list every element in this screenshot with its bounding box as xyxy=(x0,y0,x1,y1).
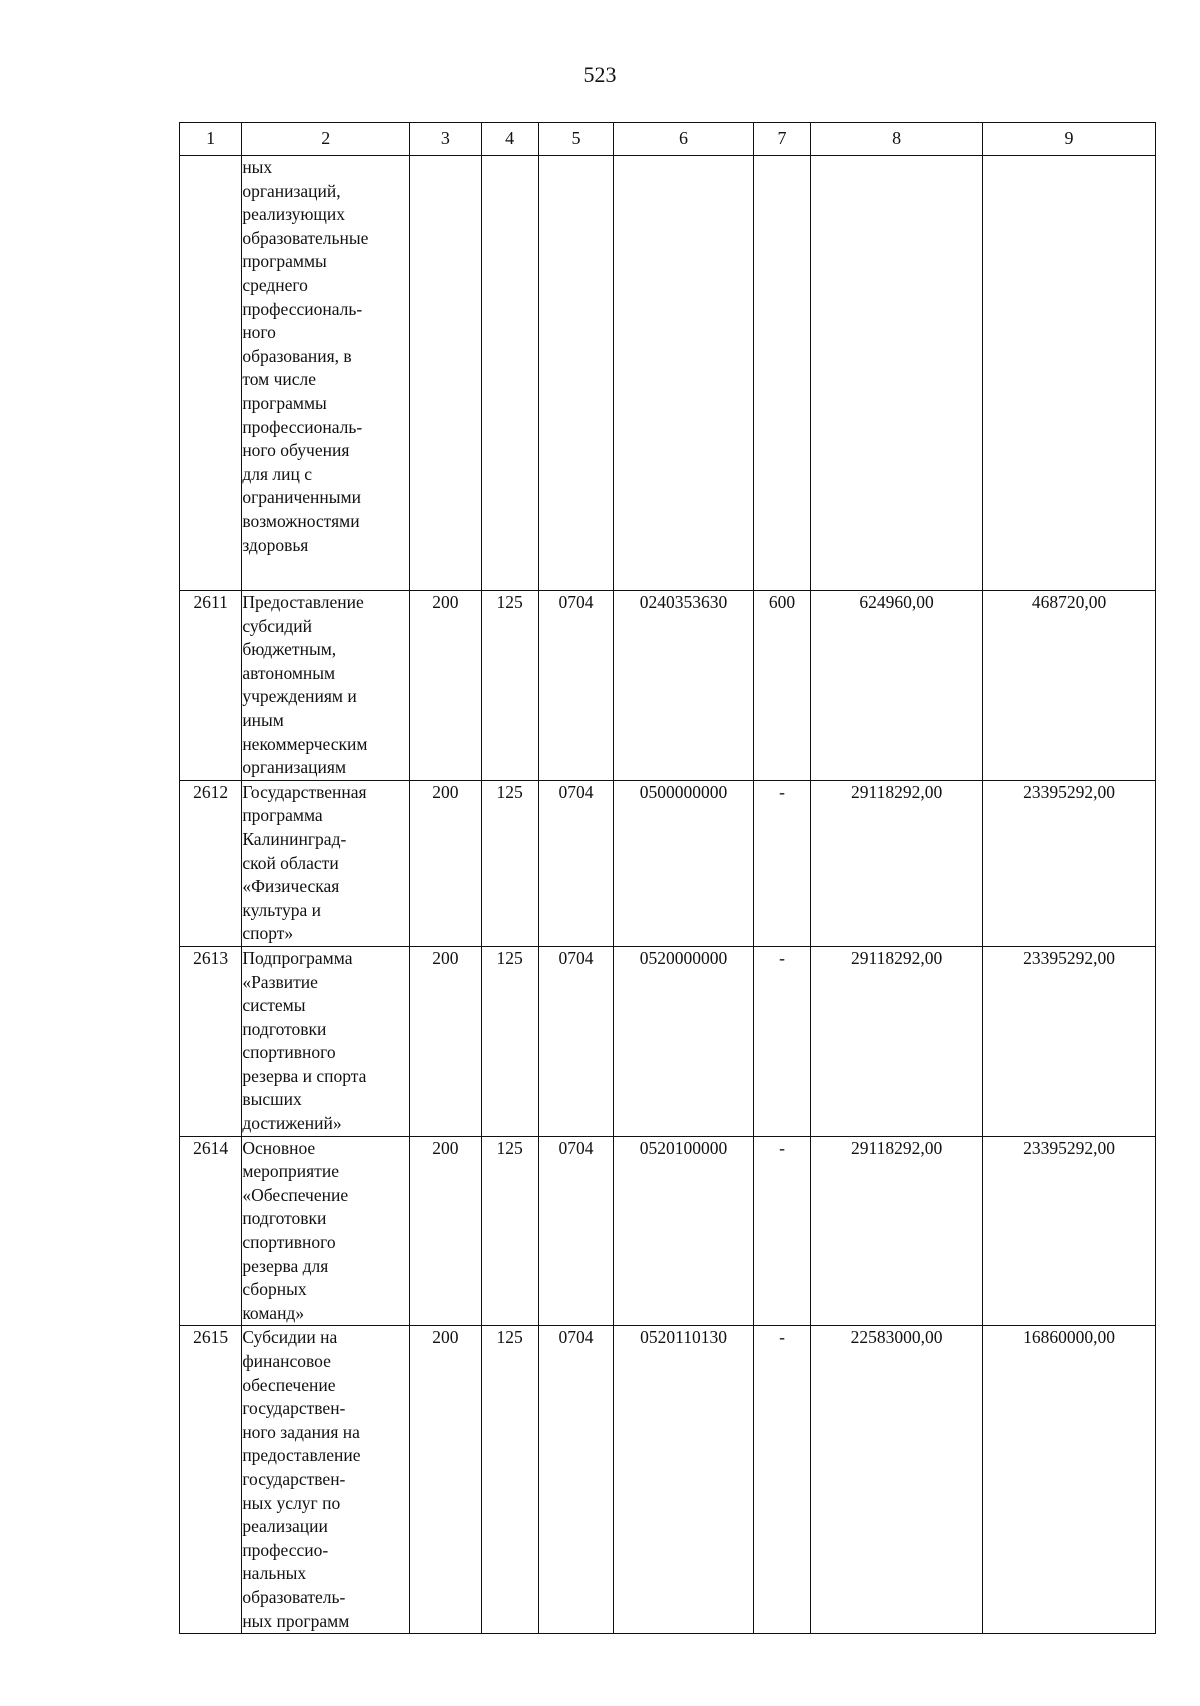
amount-col8-cell: 29118292,00 xyxy=(811,780,983,946)
column-header: 1 xyxy=(180,123,242,156)
target-article-cell xyxy=(614,156,754,591)
section-code-cell: 0704 xyxy=(538,946,613,1136)
amount-col9-cell xyxy=(983,156,1156,591)
row-number-cell: 2611 xyxy=(180,591,242,781)
ministry-code-cell: 125 xyxy=(481,1136,538,1326)
table-row xyxy=(180,946,1156,1136)
amount-col8-cell xyxy=(811,156,983,591)
row-number-cell xyxy=(180,156,242,591)
admin-code-cell: 200 xyxy=(410,780,481,946)
section-code-cell xyxy=(538,156,613,591)
ministry-code-cell: 125 xyxy=(481,946,538,1136)
column-header: 9 xyxy=(983,123,1156,156)
column-header: 2 xyxy=(242,123,410,156)
row-name-cell: ных организаций, реализующих образовательные программы среднего профессиональ- ного образования, в том числе программы профессиональ- ного обучения для лиц с ограниченными возможностями здоровья xyxy=(242,156,410,591)
table-row xyxy=(180,780,1156,946)
expense-type-cell: - xyxy=(753,780,810,946)
amount-col9-cell: 23395292,00 xyxy=(983,1136,1156,1326)
ministry-code-cell xyxy=(481,156,538,591)
header-row xyxy=(180,123,1156,156)
amount-col8-cell: 22583000,00 xyxy=(811,1326,983,1634)
page-number: 523 xyxy=(583,62,617,87)
target-article-cell: 0520100000 xyxy=(614,1136,754,1326)
table-row xyxy=(180,1326,1156,1634)
ministry-code-cell: 125 xyxy=(481,1326,538,1634)
amount-col9-cell: 468720,00 xyxy=(983,591,1156,781)
column-header: 8 xyxy=(811,123,983,156)
amount-col9-cell: 23395292,00 xyxy=(983,780,1156,946)
row-name-cell: Субсидии на финансовое обеспечение государствен- ного задания на предоставление государствен- ных услуг по реализации профессио- нальных образователь- ных программ xyxy=(242,1326,410,1634)
column-header: 5 xyxy=(538,123,613,156)
amount-col8-cell: 29118292,00 xyxy=(811,946,983,1136)
row-name-cell: Подпрограмма «Развитие системы подготовки спортивного резерва и спорта высших достижений» xyxy=(242,946,410,1136)
section-code-cell: 0704 xyxy=(538,591,613,781)
expense-type-cell: - xyxy=(753,946,810,1136)
admin-code-cell: 200 xyxy=(410,1136,481,1326)
ministry-code-cell: 125 xyxy=(481,591,538,781)
amount-col8-cell: 624960,00 xyxy=(811,591,983,781)
expense-type-cell: 600 xyxy=(753,591,810,781)
section-code-cell: 0704 xyxy=(538,780,613,946)
amount-col9-cell: 23395292,00 xyxy=(983,946,1156,1136)
expense-type-cell xyxy=(753,156,810,591)
row-number-cell: 2612 xyxy=(180,780,242,946)
row-number-cell: 2615 xyxy=(180,1326,242,1634)
row-name-cell: Предоставление субсидий бюджетным, автономным учреждениям и иным некоммерческим организациям xyxy=(242,591,410,781)
amount-col8-cell: 29118292,00 xyxy=(811,1136,983,1326)
column-header: 4 xyxy=(481,123,538,156)
column-header: 6 xyxy=(614,123,754,156)
admin-code-cell xyxy=(410,156,481,591)
section-code-cell: 0704 xyxy=(538,1326,613,1634)
table-row xyxy=(180,156,1156,591)
admin-code-cell: 200 xyxy=(410,591,481,781)
admin-code-cell: 200 xyxy=(410,946,481,1136)
target-article-cell: 0500000000 xyxy=(614,780,754,946)
table-row xyxy=(180,1136,1156,1326)
ministry-code-cell: 125 xyxy=(481,780,538,946)
row-name-cell: Основное мероприятие «Обеспечение подготовки спортивного резерва для сборных команд» xyxy=(242,1136,410,1326)
row-name-cell: Государственная программа Калининград- ской области «Физическая культура и спорт» xyxy=(242,780,410,946)
expense-type-cell: - xyxy=(753,1136,810,1326)
column-header: 3 xyxy=(410,123,481,156)
amount-col9-cell: 16860000,00 xyxy=(983,1326,1156,1634)
target-article-cell: 0520000000 xyxy=(614,946,754,1136)
row-number-cell: 2613 xyxy=(180,946,242,1136)
target-article-cell: 0240353630 xyxy=(614,591,754,781)
admin-code-cell: 200 xyxy=(410,1326,481,1634)
table-row xyxy=(180,591,1156,781)
row-number-cell: 2614 xyxy=(180,1136,242,1326)
section-code-cell: 0704 xyxy=(538,1136,613,1326)
budget-table xyxy=(179,122,1156,1634)
column-header: 7 xyxy=(753,123,810,156)
expense-type-cell: - xyxy=(753,1326,810,1634)
target-article-cell: 0520110130 xyxy=(614,1326,754,1634)
